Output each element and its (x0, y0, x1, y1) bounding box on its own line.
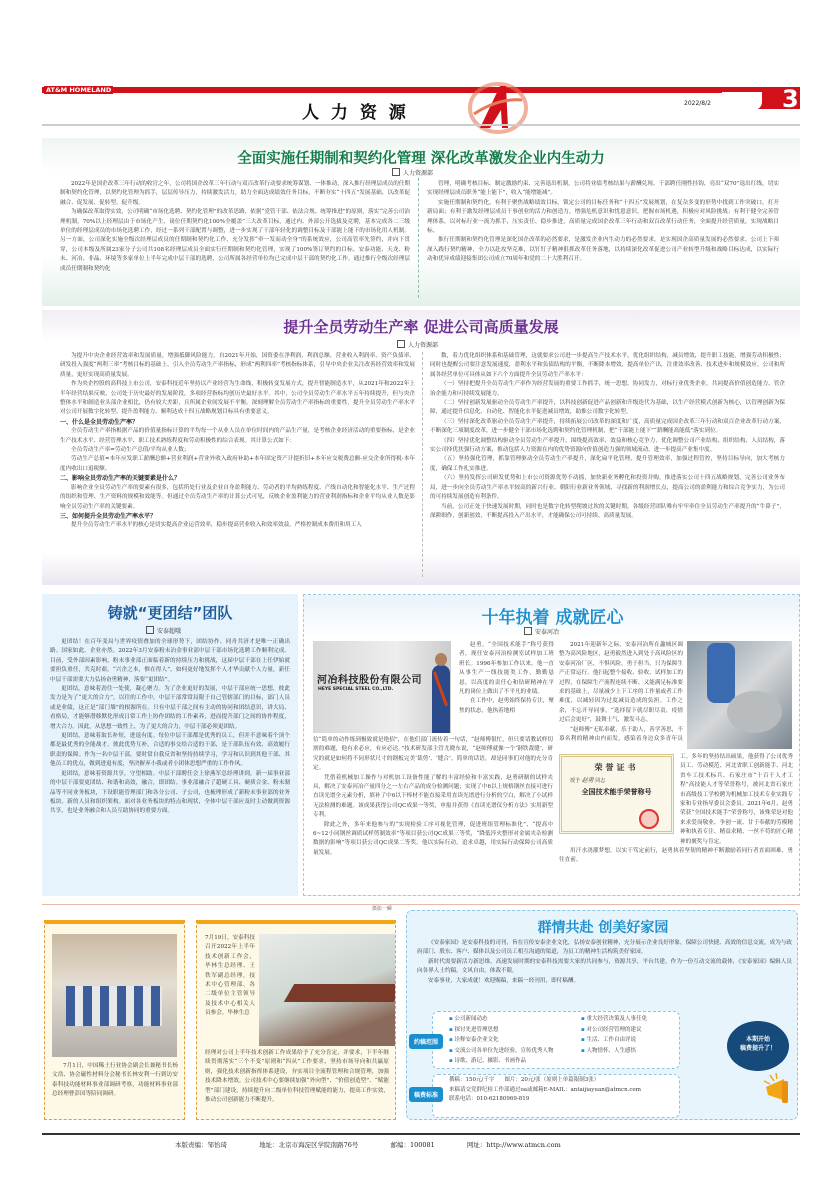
paragraph: 推行任期制和契约化管理是深化国企改革的必然要求，是激发企业内生动力的必然要求，是实现国企高质量发展的必然要求。公司上下须深入践行契约精神，全力以赴攻坚克难，以钉钉子精神狠抓改革任务落地，以持续深化改革促进公司产业转型升级和战略目标达成，以实际行动和优异成绩迎接集团公司成立70周年和党的二十大胜利召开。 (427, 237, 779, 263)
issue-date: 2022/8/2 (684, 100, 711, 107)
article-title: 提升全员劳动生产率 促进公司高质量发展 (283, 318, 559, 336)
fee-label: 稿费标准 (409, 1087, 443, 1102)
article-title: 十年执着 成就匠心 (481, 608, 624, 628)
cert-prefix: 授予 (570, 778, 581, 784)
paragraph: 赵勇，“全国技术能手”称号获得者，现任安泰河冶检测室试样加工班班长。1996年参加工作以来，他一直从事生产一线技能类工作，勤勤恳恳，以高度的责任心和钻研精神在平凡的岗位上做出了不平凡的业绩。 (459, 642, 554, 696)
official-seal (639, 809, 659, 829)
section-title: 人 力 资 源 (302, 103, 409, 123)
cert-recipient: 赵勇 (581, 777, 594, 784)
paragraph: 用汗水浇灌梦想，以实干笃定前行，赵勇执着坚韧的精神不断激励着同行者直面困难，勇往直前。 (559, 848, 793, 864)
scope-item-text: 生活、工作自由评说 (586, 1037, 636, 1044)
call-title: 群情共赴 创美好家园 (537, 920, 669, 936)
paragraph: 新时代需要新活力新思维，高速发展时期的安泰科技需要大家的共同参与，资源共享，平台共建。作为一份互动交流的载体，《安泰家园》编辑人员向各界人士约稿，文风自由，体裁不限。 (417, 958, 792, 975)
paragraph: （六）坚持发挥公司研发优势和上市公司资源优势不动摇，加快新业务孵化和投资并购，推进落实公司十四五战略规划，完善公司业务布局，进一步向全员劳动生产率水平较高的新兴行业、朝阳行业新业务领域，寻找新的利润增长点，提高公司的盈利能力和综合竞争实力，为公司的可持续发展创造有利条件。 (430, 475, 785, 501)
article-byline: 人力资源部 (397, 340, 438, 349)
scope-item: ▪ 探讨先进管理思想 (449, 1026, 499, 1033)
caption: 7月19日，安泰科技召开2022年上半年技术创新工作会，毕林生总经理、王铁军副总经理，技术中心管理部、各二级单位主管领导及技术中心相关人员参会。毕林生总 (205, 935, 255, 1017)
scope-item: ▪ 重大经营决策及人事任免 (581, 1016, 647, 1022)
subheading: 二、影响全员劳动生产率的关键要素是什么？ (60, 475, 181, 483)
footer-editor: 本版责编：邹怡琦 (175, 1141, 227, 1149)
paragraph: 数，着力优化组织体系和基础管理，这就要求公司进一步提高生产技术水平，优化组织结构，减员增效，提升职工技能，增强劳动积极性；同时也提醒公司要注意发展速度，盈利水平和负债结构的平衡，不断降本增效，提高单位产出，注重效率改善、技术进步和规模效应。公司和所属各经营单位可具体从如下六个方面提升全员劳动生产率水平： (430, 353, 785, 378)
paragraph: 除此之外，多年来他参与的“实现检验工序可视化管理，促进班组管理标准化”、“提高中6~12小同钢丝调质试样剪制效率”等项目获公司QC成果三等奖，“降低淬火整形对金属夹杂检测数据的影响”等项目获公司QC成果二等奖。他以实际行动，追求卓越，用实际行动保障公司高质量发展。 (313, 821, 553, 856)
scope-item: ▪ 人物情怀、人生感悟 (581, 1047, 636, 1054)
fee-item: 联系电话：010-62180969-819 (449, 1096, 530, 1103)
subheading: 一、什么是全员劳动生产率？ (60, 418, 139, 426)
paragraph: 全员劳动生产率指根据产品的价值量指标计算的平均每一个从业人员在单位时间内的产品生产量，是考核企业经济活动的重要指标，是企业生产技术水平、经营管理水平、职工技术熟练程度和劳动积极性的综合表现。其计算公式如下： (60, 428, 415, 444)
article-labor-productivity (42, 310, 800, 585)
footer (175, 1140, 561, 1149)
certificate-heading: 荣誉证书 (594, 762, 639, 772)
scope-item: ▪ 对公司经营管理的建议 (581, 1026, 642, 1033)
caption: 7月1日，中国稀土行业协会副会长兼秘书长杨文浩、协会磁性材料分会秘书长林安利一行到访安泰科技功能材料事业部调研考察，功能材料事业部总经理曹彭国等陪同调研。 (52, 1063, 178, 1098)
scope-item-text: 对公司经营管理的建议 (586, 1026, 642, 1033)
paragraph: 更团结，意味着劲往一处使，凝心聚力。为了企业更好的发展，中层干部应统一思想，彼此发力是为了“更大的合力”，以往的工作中，中层干部常常局限于自己管辖部门的目标，部门人员或是业绩，这正是“部门墙”的根源所在。只有中层干部之间有主动的协同和团结意识，讲大局、看格局，才能够潜移默化形成日常工作上协作团结的工作素养，进而提升部门之间的协作程度，增大合力。因此，从思想一致性上，为了更大的合力，中层干部必须更团结。 (50, 686, 290, 730)
paragraph: 《安泰家园》是安泰科技的司刊，旨在宣传安泰企业文化，弘扬安泰创业精神，充分展示企业良好形象，保障公司快捷、高效的信息交流，成为与政府部门、股东、客户、媒体以及公司员工相互沟通的渠道，为员工的精神生活构筑美好家园。 (417, 940, 792, 956)
footer-address: 地址：北京市海淀区学院南路76号 (259, 1141, 359, 1149)
article-column (459, 641, 554, 716)
cert-suffix: 同志 (595, 778, 606, 784)
paragraph: 为确保改革取得实效，公司明确“市场化选聘、契约化管理”的改革思路，依据“党管干部、依法合规、统筹推进”的原则，落实“完善公司治理机制，70%以上经理层由于市场化产生，岗位任期契约化100%全覆盖”三大改革目标，通过内、外部公开选拔及竞聘，基本完成各二三级单位的经理层成员的市场化选聘工作，经过一系列干部配置与调整，进一步实现了干部年轻化的调整目标及干部能上能下的市场化用人机制。另一方面，公司深化实施全级次经理层成员的任期制和契约化工作，充分发挥“牵一发而动全身”的系统效应，公司高管率先签约，并向下贯穿，公司本级及所属23家分子公司共108名经理层成员全面实行任期制和契约化管理，实现了100%签订契约的目标。安泰功能、天龙、粉末、河冶、非晶、环境等多家单位上半年完成中层干部的选聘，公司所属各经营单位均已完成中层干部的契约化工作。通过推行全级次经理层成员任期制和契约化 (60, 209, 410, 272)
photo-news-1 (44, 920, 185, 1120)
photo-delegation (52, 934, 177, 1057)
paragraph: 影响企业全员劳动生产率的要素有很多，包括所处行业及企业自身盈利能力、劳动者的平均熟练程度、产线自动化和智能化水平、生产过程的组织和管理、生产资料的规模和效能等。但通过全员劳动生产率的计算公式可见，反映企业盈利能力的营业利润指标和企业平均从业人数是影响全员劳动生产率的关键要素。 (60, 484, 415, 510)
article-byline: 安泰河冶 (524, 627, 559, 636)
fee-item: 撰稿：150元/千字 (449, 1077, 495, 1083)
photo-meeting (259, 934, 396, 1046)
company-sign-en: HEYE SPECIAL STEEL CO.,LTD. (318, 687, 394, 692)
paragraph: 2022年是国企改革三年行动的收官之年，公司将国企改革三年行动与双百改革行动要求统筹谋划、一体推动，深入推行经理层成员的任期制和契约化管理，以契约化管理为抓手，层层传导压力，持续激发活力，助力全面达成绩效任务目标，不断夯实“十四五”发展基础，以改革促融合、促发展、促转型、促升级。 (60, 181, 410, 206)
article-column (427, 180, 779, 265)
footer-website[interactable]: 网址：http://www.atmcn.com (466, 1141, 561, 1149)
paragraph: 更团结！在百年变局与世界疫情叠加的全球形势下，团结协作、同舟共济才是唯一正确出路。国家如此，企业亦然。2022年3月安泰粉末冶金事业部中层干部市场化选聘工作顺利完成。目前，受外部因素影响，粉末事业部正面临着新的持续压力和挑战，这届中层干部在上任伊始就要担负重任，共克时艰。“兴企之本，惟在得人”，如何更好地发挥个人才华贡献个人力量，新任中层干部需要大力弘扬奋勇精神，落要“更团结”。 (50, 639, 290, 683)
paragraph: 在工作中，赵勇始终保持专注，聚焦的状态，他执着地相 (459, 698, 554, 714)
scope-item-text: 人物情怀、人生感悟 (586, 1047, 636, 1054)
fee-item: 图片：20元/张（原则上单篇限制3张） (504, 1077, 600, 1083)
scope-item-text: 重大经营决策及人事任免 (586, 1016, 647, 1022)
brand-label: AT&M HOMELAND (46, 86, 112, 94)
paragraph: 当前，公司正处于快速发展时期，同时也是数字化转型爬坡过坎的关键时期，各级经营团队唯有牢牢牵住全员劳动生产率提升的“牛鼻子”，深耕细作，创新创效，不断提高投入产出水平，才能确保公司可持续、高质量发展。 (430, 503, 785, 519)
scope-item: ▪ 交流公司各单位先进经验，宣传优秀人物 (449, 1047, 554, 1054)
paragraph: 提升全员劳动生产率水平的核心是切实提高企业运营效率，稳步提高营业收入和效率效益，严格控制成本费用和用工人 (71, 522, 362, 529)
scope-item-text: 诗歌、游记、摄影、书画作品 (454, 1058, 526, 1065)
paragraph: 实施任期制和契约化，有利于聚焦战略绩效目标，锁定公司的目标任务和“十四五”发展规划，在复杂多变的形势中找到工作突破口，打开新局面；有利于激发经理层成员干事创业的活力和创造力，增强危机意识和忧患意识，把握市场机遇，积极应对风险挑战；有利于健全完善管理体系，以对标行业一流为抓手，压实责任、稳步推进，高质量完成国企改革三年行动和双百改革行动任务，全面提升经营质量，实现战略目标。 (427, 199, 779, 235)
paragraph: 全员劳动生产率=劳动生产总值/平均从业人数； (71, 447, 190, 454)
company-sign: 河冶科技股份有限公司 (317, 675, 422, 686)
page-number: 3 (782, 85, 799, 113)
paragraph: （二）坚持创新发展驱动全员劳动生产率提升，以科技创新促进产品创新和升级迭代为基础，以生产经营模式创新为核心，以管理创新为保障，通过提升信息化、自动化、智能化水平促进减员增效，助推公司数字化转型。 (430, 400, 785, 416)
bubble-line: 稿费提升了！ (739, 1045, 776, 1052)
paragraph: 信“简单的动作练到极致就是绝招”，在他们部门流传着一句话，“赵师傅很忙，但只要请教试样切割的难题，他有求必应，有应必达。”技术研发部主管尤晓东说，“赵师傅就像一个‘钢铁裁缝’，研究的就是如何将不同形状尺寸的钢板完美‘裁剪’、‘缝合’。简单的话语，却是同事们对他的充分肯定。 (313, 737, 553, 772)
paragraph: 安泰事业，大家成就！欢迎赐稿，来稿一经刊用，即付稿酬。 (428, 977, 580, 984)
caption: 经理对公司上半年技术创新工作成果给予了充分肯定，并要求，下半年继续贯彻落实“三个不变”原则和“四从”工作要求，坚持市场导向和共赢原则，强化技术创新指挥体系建设，夯实项目全流程管理和合规管理，加强技术降本增效。公司技术中心要继续加强“外向型”、“价值创造型”、“赋能型”部门建设，持续提升向二级单位科技管理赋能的能力，提高工作实效，推动公司创新能力不断提升。 (205, 1050, 389, 1104)
article-craftsman (303, 594, 800, 896)
article-column (60, 180, 410, 274)
paragraph: 管理，明确考核目标、制定激励约束、完善退出机制，公司将业绩考核结果与薪酬兑现、干部聘任刚性挂钩，亮出“双70”退出红线，切实实现经理层成员职务“能上能下”，收入“能增能减”。 (427, 181, 779, 197)
paragraph: 劳动生产总值=本年应发职工薪酬总额+营业利润+营业外收入政府补助+本年固定资产计提折旧+本年应交税费总额-应交企业所得税-本年度内收出口退税额。 (60, 456, 415, 472)
paragraph: “赵师傅”无私奉献，乐于助人，善学善思，不慕名利的精神由内而发，感染着身边众多青年员工。多年的坚持结出硕果，他获得了公司优秀员工、劳动模范、河北省职工创新能手、河北省车工技术标兵、石家庄市“十百千人才工程”高技能人才等荣誉称号，被河北省石家庄市高级技工学校聘为机械加工技术专业实践专家和专业指导委员会委员。2021年6月，赵勇荣获“全国技术能手”荣誉称号，该殊荣是对他来求爱岗敬业、争创一流、甘于奉献的劳模精神和执着专注、精益求精、一丝不苟的匠心精神的褒奖与肯定。 (559, 726, 793, 845)
paragraph: 更团结，意味着资源共享，守望相助。中层干部聘任会上徐燕军总经理讲到，新一届事业部的中层干部要更团结、和谐和高效，融合，即团结。事业部融合了超硬工具、硬质合金、粉末制品等不同业务板块，下设职能管理部门和各分公司、子公司，也梳理形成了新粉末事业部的业务板块、新的人员和组织架构。面对各业务板块的特点和现状，全体中层干部应及时主动做到资源共享，也是业务融合和人员互助协同的重要方面。 (50, 770, 290, 815)
fee-item: 来稿请交党群纪检工作部通过oa或邮箱E-MAIL：antaijiayuan@atmcn.com (449, 1086, 641, 1093)
article-tenure-contract (42, 138, 800, 306)
masthead (42, 84, 800, 129)
article-byline: 人力资源部 (392, 168, 433, 177)
scope-label: 约稿范围 (409, 1034, 443, 1049)
article-column (430, 352, 785, 521)
scope-item-text: 公司新闻动态 (454, 1016, 488, 1022)
scope-item-text: 交流公司各单位先进经验，宣传优秀人物 (454, 1047, 554, 1054)
company-logo (466, 80, 530, 136)
scope-item-text: 探讨先进管理思想 (454, 1026, 499, 1033)
scope-item: ▪ 生活、工作自由评说 (581, 1037, 636, 1044)
photo-news-tag: 摄影一瞬 (372, 906, 393, 912)
bubble-line: 本期开始 (745, 1036, 770, 1043)
subheading: 三、如何提升全员劳动生产率水平？ (60, 512, 157, 520)
paragraph: 凭借着机械加工操作与对机加工设备性能了解的丰富经验和丰富实践，赵勇研制的试样夹具，解决了安泰河冶产量四分之一左右产品的成分检测问题；实现了中6以上规格钢丝直接可进行直读光谱全元素分析，填补了中6以下棒材不能直接采用直读光谱进行分析的空白，解决了小试样无法检测的难题。该成果获得公司QC成果一等奖，申报并获得《直读光谱仪分析方法》实用新型专利。 (313, 774, 553, 819)
article-title: 全面实施任期制和契约化管理 深化改革激发企业内生动力 (237, 151, 605, 167)
call-for-submissions (406, 910, 798, 1120)
paragraph: （三）坚持深化改革驱动全员劳动生产率提升，持续拓展公司改革的深度和广度，高质量完成国企改革三年行动和双百企业改革行动方案，不断深化三项制度改革，进一步健全干部市场化选聘和契约化管理机制，把“干部能上能下”“薪酬能高能低”落实到位。 (430, 418, 785, 435)
footer-postcode: 邮编：100081 (390, 1141, 435, 1149)
scope-item: ▪ 公司新闻动态 (449, 1016, 488, 1022)
paragraph: （一）坚持把提升全员劳动生产率作为经营发展的重要工作抓手，统一思想，协同发力，对标行业优秀企业，共同提高价值创造能力、管企治企能力和可持续发展能力。 (430, 381, 785, 397)
scope-item-text: 诠释安泰企业文化 (454, 1037, 499, 1044)
paragraph: 更团结，意味着取长补短，进退有度。每位中层干部都是优秀的员工，但并不意味着个顶个都是最优秀的全能战才，彼此优势互补，合适的事交给合适的干部，是干部队伍有效、高效履行职责的保障。作为一名中层干部，要时常自我反省和坚持持续学习，学习和认识到其他干部、其他员工的优点，做到进退有度，坚决摒弃小我或者小团体思想严重的工作作风。 (50, 733, 290, 768)
scope-item: ▪ 诗歌、游记、摄影、书画作品 (449, 1058, 526, 1065)
honor-certificate (559, 754, 674, 834)
article-title: 铸就“更团结”团队 (107, 604, 233, 622)
paragraph: 作为央企控股的高科技上市公司，安泰科技近年坚持以产业经营为生命线，积极转变发展方式，提升智能制造水平，从2021年和2022年上半年经营结果反映，公司处于历史最好的发展阶段，多项经营指标均创历史最好水平。其中，公司全员劳动生产率水平五年持续提升，但与央企整体水平和制造业头部企业相比，仍有较大差距，且所属企业间发展不平衡。深刻理解全员劳动生产率指标的重要性，提升全员劳动生产率水平对公司开展数字化转型、提升盈利能力、顺利达成十四五战略规划目标具有重要意义。 (60, 381, 415, 416)
article-unity-team (42, 594, 298, 896)
photo-news-2 (196, 920, 396, 1120)
megaphone-icon (762, 1073, 792, 1109)
paragraph: （五）坚持强化管理，抓靠管理驱动全员劳动生产率提升，深化扁平化管理，提升管理效率，加强过程管控，坚持目标导向，加大考核力度，确保工作扎实推进。 (430, 456, 785, 472)
photo-award-winner (313, 641, 451, 733)
speech-bubble (727, 1021, 789, 1071)
paragraph: （四）坚持优化调整结构驱动全员劳动生产率提升，围绕提高效率、效益和核心竞争力，优化调整公司产业结构、组织结构、人员结构，落实公司择优扶强行动方案，推动包括人力资源在内的优势资源向价值创造力强的领域流动，进一步提高产业集中度。 (430, 437, 785, 454)
paragraph: 2021年迎新年之际，安泰河冶所在蠡城区调整为高风险地区，赵勇毅然进入到处于高风险区的安泰河冶厂区，不惧风险，勇于担当，只为保障生产正常运行。他扫起整个接收、验收、试样加工的过程，在保障生产流程连续不断、又能满足标准要求的基础上，尽量减少上下工序的工作量或者工作难度，以减轻因为过度减员造成的负担。工作之余，不忘开导同事，“选择留下就尽职尽责，疫情过后会更好”，鼓舞士气，激发斗志。 (559, 642, 683, 724)
article-byline: 安泰超哦 (146, 626, 181, 635)
certificate-honor: 全国技术能手荣誉称号 (581, 788, 652, 796)
scope-item: ▪ 诠释安泰企业文化 (449, 1037, 499, 1044)
article-column (50, 638, 290, 817)
article-column (313, 736, 553, 858)
paragraph: 为提升中央企业经营效率和发展质量，增强抵御风险能力，自2021年开始，国资委在净利润、利润总额、营业收入利润率、资产负债率、研发投入强度“两利三率”考核目标的基础上，引入全员劳动生产率指标，形成“两利四率”考核指标体系，引导中央企业关注改善经营效率和发展质量，更好实现高质量发展。 (60, 353, 415, 378)
article-column (60, 352, 415, 531)
